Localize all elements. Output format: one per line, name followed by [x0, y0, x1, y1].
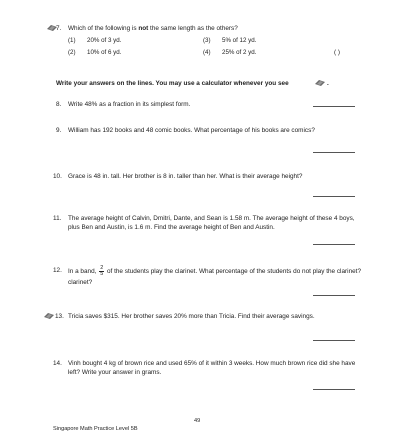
question-text: The average height of Calvin, Dmitri, Dante, and Sean is 1.58 m. The average height of these 4 boys, plus Ben and Austin, is 1.6 m. Find the average height of Ben and Austin.	[68, 215, 355, 231]
option-label: (1)	[68, 37, 76, 44]
question-text-part: Which of the following is	[68, 25, 139, 32]
question-number: 14.	[53, 360, 62, 367]
period: .	[327, 80, 329, 87]
page-number: 49	[194, 418, 201, 424]
question-text: Write 48% as a fraction in its simplest form.	[68, 101, 191, 108]
question-number: 9.	[56, 127, 62, 134]
question-text	[68, 24, 238, 33]
option-label: (3)	[203, 37, 211, 44]
question-number: 11.	[53, 215, 62, 222]
question-text-bold: not	[138, 25, 149, 32]
answer-line[interactable]	[313, 106, 355, 107]
question-number: 12.	[53, 267, 62, 274]
answer-line[interactable]	[313, 340, 355, 341]
answer-line[interactable]	[313, 196, 355, 197]
option-text: 25% of 2 yd.	[222, 49, 257, 56]
question-text: Vinh bought 4 kg of brown rice and used 65% of it within 3 weeks. How much brown rice did she have left? Write your answer in grams.	[68, 360, 356, 376]
question-text: William has 192 books and 48 comic books. What percentage of his books are comics?	[68, 127, 315, 134]
question-text-part: the same length as the others?	[148, 25, 238, 32]
answer-line[interactable]	[313, 389, 355, 390]
answer-line[interactable]	[313, 244, 355, 245]
calculator-icon	[314, 79, 326, 87]
question-text-continued: clarinet?	[68, 279, 93, 286]
question-number: 10.	[53, 173, 62, 180]
option-label: (4)	[203, 49, 211, 56]
option-label: (2)	[68, 49, 76, 56]
instructions: Write your answers on the lines. You may use a calculator whenever you see	[56, 80, 289, 87]
question-text: Grace is 48 in. tall. Her brother is 8 in. taller than her. What is their average height?	[68, 173, 303, 180]
fraction-numerator: 2	[100, 265, 104, 271]
fraction-denominator: 5	[100, 271, 104, 277]
calculator-icon	[43, 312, 55, 320]
answer-box[interactable]: ( )	[334, 49, 341, 56]
option-text: 20% of 3 yd.	[87, 37, 122, 44]
option-text: 5% of 12 yd.	[222, 37, 257, 44]
book-title: Singapore Math Practice Level 5B	[53, 426, 138, 432]
question-number: 8.	[56, 101, 62, 108]
question-text: Tricia saves $315. Her brother saves 20% more than Tricia. Find their average savings.	[68, 313, 315, 320]
question-text	[68, 266, 361, 277]
answer-line[interactable]	[313, 295, 355, 296]
fraction	[99, 266, 104, 277]
question-text-part: of the students play the clarinet. What percentage of the students do not play the clarinet?	[107, 268, 362, 276]
question-number: 13.	[55, 313, 64, 320]
question-text-part: In a band,	[68, 268, 97, 276]
question-number: 7.	[56, 25, 62, 32]
answer-line[interactable]	[313, 152, 355, 153]
option-text: 10% of 6 yd.	[87, 49, 122, 56]
